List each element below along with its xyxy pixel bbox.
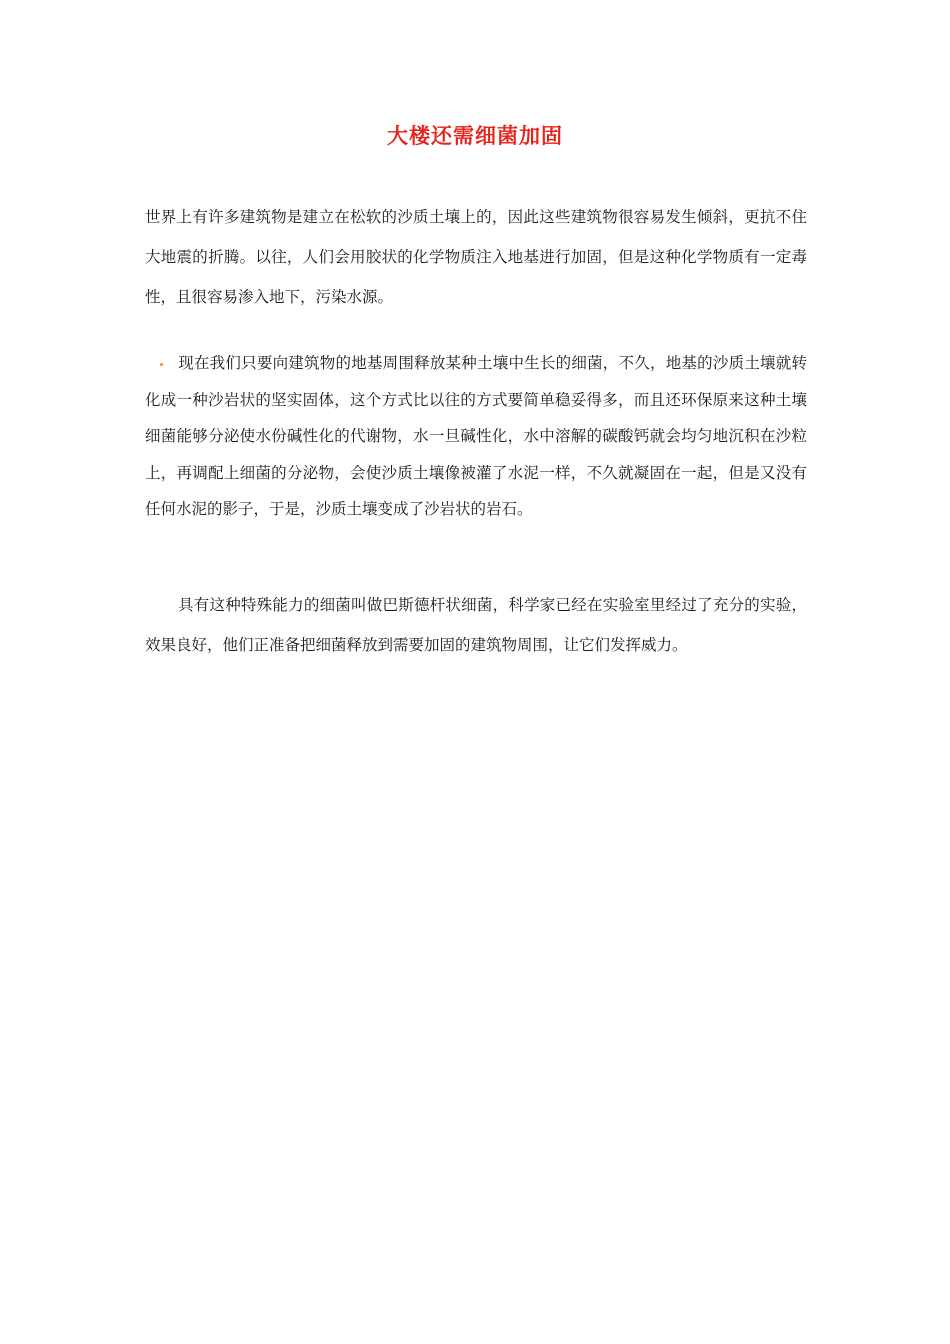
paragraph-2: [145, 345, 807, 528]
paragraph-1: 世界上有许多建筑物是建立在松软的沙质土壤上的，因此这些建筑物很容易发生倾斜，更抗不住大地震的折腾。以往，人们会用胶状的化学物质注入地基进行加固，但是这种化学物质有一定毒性，且很容易渗入地下，污染水源。: [145, 208, 807, 306]
paragraph-2-text: 现在我们只要向建筑物的地基周围释放某种土壤中生长的细菌，不久，地基的沙质土壤就转化成一种沙岩状的坚实固体，这个方式比以往的方式要简单稳妥得多，而且还环保原来这种土壤细菌能够分泌使水份碱性化的代谢物，水一旦碱性化，水中溶解的碳酸钙就会均匀地沉积在沙粒上，再调配上细菌的分泌物，会使沙质土壤像被灌了水泥一样，不久就凝固在一起，但是又没有任何水泥的影子，于是，沙质土壤变成了沙岩状的岩石。: [145, 354, 807, 518]
document-title: 大楼还需细菌加固: [387, 124, 563, 148]
paragraph-3: 具有这种特殊能力的细菌叫做巴斯德杆状细菌，科学家已经在实验室里经过了充分的实验，效果良好，他们正准备把细菌释放到需要加固的建筑物周围，让它们发挥威力。: [145, 596, 807, 654]
